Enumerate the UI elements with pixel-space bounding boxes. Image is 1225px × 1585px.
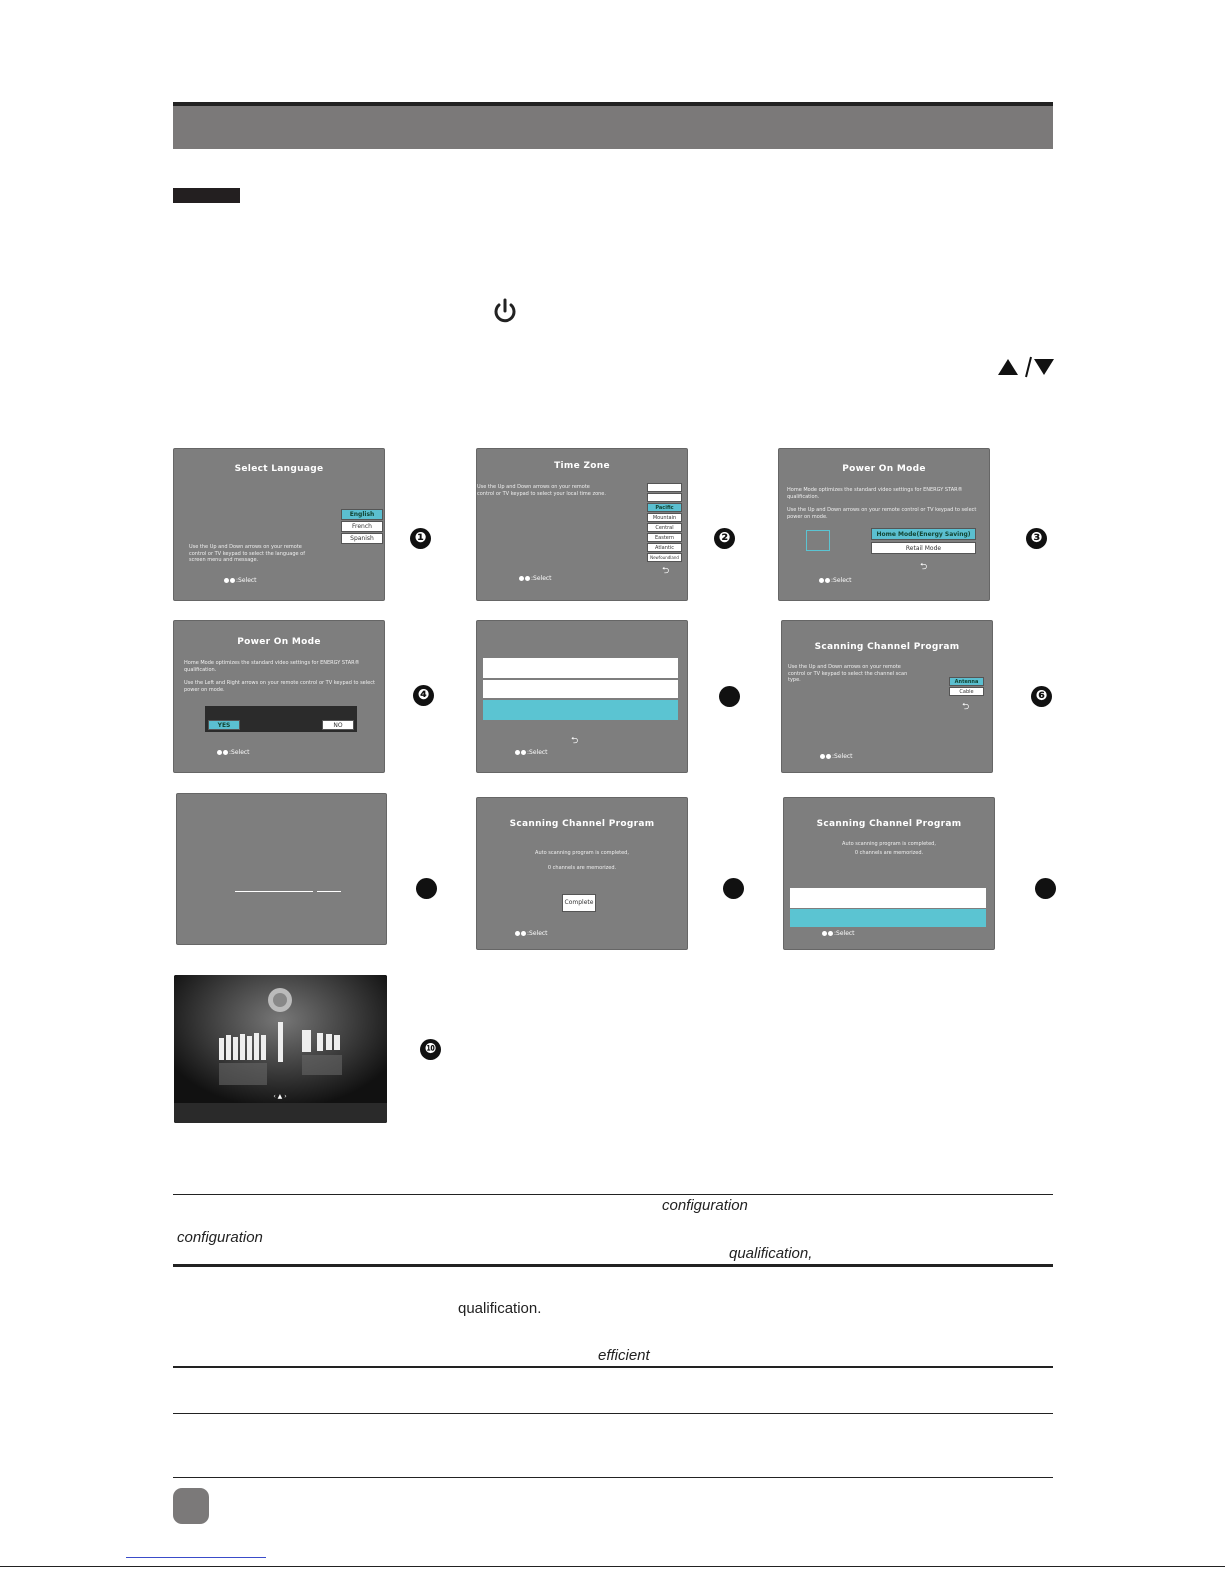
page-number-badge xyxy=(173,1488,209,1524)
screen-description: Home Mode optimizes the standard video settings for ENERGY STAR® qualification. xyxy=(184,660,360,673)
screen-title: Power On Mode xyxy=(237,637,321,647)
scan-status: Auto scanning program is completed, xyxy=(535,850,629,856)
screen-select-language xyxy=(173,448,385,601)
screen-title: Time Zone xyxy=(554,461,610,471)
progress-line-2 xyxy=(317,891,341,892)
screen-home xyxy=(174,975,387,1123)
screen-title: Power On Mode xyxy=(842,464,926,474)
option-bar-2[interactable] xyxy=(483,680,678,698)
note-rule-4 xyxy=(173,1413,1053,1414)
option-pacific[interactable]: Pacific xyxy=(647,503,682,512)
option-bar-selected[interactable] xyxy=(790,909,986,927)
bottom-rule xyxy=(0,1566,1225,1567)
screen-title: Select Language xyxy=(234,464,324,474)
screen-instructions: Use the Left and Right arrows on your remote control or TV keypad to select power on mode. xyxy=(184,680,375,693)
option-spanish[interactable]: Spanish xyxy=(341,533,383,544)
note-word-configuration-1: configuration xyxy=(662,1197,748,1214)
step-number-4: ❹ xyxy=(413,685,434,706)
footer-rule xyxy=(173,1477,1053,1478)
option-mountain[interactable]: Mountain xyxy=(647,513,682,522)
select-hint: :Select xyxy=(819,577,852,584)
screen-scan-complete-options xyxy=(783,797,995,950)
option-blank-1[interactable] xyxy=(647,483,682,492)
screen-instructions: Use the Up and Down arrows on your remote control or TV keypad to select power on mode. xyxy=(787,507,977,520)
home-screen-image xyxy=(174,975,387,1123)
option-atlantic[interactable]: Atlantic xyxy=(647,543,682,552)
screen-title: Scanning Channel Program xyxy=(509,819,655,829)
screen-instructions: Use the Up and Down arrows on your remote control or TV keypad to select your local time zone. xyxy=(477,484,606,497)
option-bar-1[interactable] xyxy=(483,658,678,678)
step-number-1: ❶ xyxy=(410,528,431,549)
back-icon[interactable]: ⮌ xyxy=(962,702,970,712)
option-eastern[interactable]: Eastern xyxy=(647,533,682,542)
screen-description: Home Mode optimizes the standard video settings for ENERGY STAR® qualification. xyxy=(787,487,963,500)
screen-time-zone xyxy=(476,448,688,601)
screen-power-on-confirm xyxy=(173,620,385,773)
up-down-arrows-icon xyxy=(996,355,1056,379)
screen-step-5 xyxy=(476,620,688,773)
note-rule-top xyxy=(173,1194,1053,1195)
option-french[interactable]: French xyxy=(341,521,383,532)
note-word-qualification-1: qualification, xyxy=(729,1245,813,1262)
section-tab xyxy=(173,188,240,203)
select-hint: :Select xyxy=(820,753,853,760)
step-number-7 xyxy=(416,878,437,899)
screen-power-on-mode xyxy=(778,448,990,601)
back-icon[interactable]: ⮌ xyxy=(571,736,579,746)
option-antenna[interactable]: Antenna xyxy=(949,677,984,686)
screen-instructions: Use the Up and Down arrows on your remote control or TV keypad to select the channel scan type. xyxy=(788,664,908,683)
screen-instructions: Use the Up and Down arrows on your remote control or TV keypad to select the language of screen menu and message. xyxy=(189,544,305,563)
select-hint: :Select xyxy=(519,575,552,582)
option-cable[interactable]: Cable xyxy=(949,687,984,696)
home-nav: ‹ ▲ › xyxy=(273,1093,287,1100)
channel-count: 0 channels are memorized. xyxy=(854,850,924,856)
step-number-9 xyxy=(1035,878,1056,899)
screen-scan-complete xyxy=(476,797,688,950)
header-bar xyxy=(173,106,1053,149)
option-retail-mode[interactable]: Retail Mode xyxy=(871,542,976,554)
step-number-3: ❸ xyxy=(1026,528,1047,549)
select-hint: :Select xyxy=(224,577,257,584)
note-rule-2 xyxy=(173,1264,1053,1267)
channel-count: 0 channels are memorized. xyxy=(547,865,617,871)
step-number-2: ❷ xyxy=(714,528,735,549)
screen-step-7 xyxy=(176,793,387,945)
option-bar-1[interactable] xyxy=(790,888,986,908)
no-button[interactable]: NO xyxy=(322,720,354,730)
option-newfoundland[interactable]: Newfoundland xyxy=(647,553,682,562)
power-icon xyxy=(490,296,520,326)
step-number-8 xyxy=(723,878,744,899)
note-rule-3 xyxy=(173,1366,1053,1368)
note-word-efficient: efficient xyxy=(598,1347,650,1364)
screen-title: Scanning Channel Program xyxy=(816,819,962,829)
option-home-mode[interactable]: Home Mode(Energy Saving) xyxy=(871,528,976,540)
step-number-5 xyxy=(719,686,740,707)
step-number-10: ❿ xyxy=(420,1039,441,1060)
option-english[interactable]: English xyxy=(341,509,383,520)
scan-status: Auto scanning program is completed, xyxy=(842,841,936,847)
screen-scan-type xyxy=(781,620,993,773)
option-blank-2[interactable] xyxy=(647,493,682,502)
select-hint: :Select xyxy=(515,749,548,756)
back-icon[interactable]: ⮌ xyxy=(920,562,928,572)
progress-line-1 xyxy=(235,891,313,892)
screen-title: Scanning Channel Program xyxy=(814,642,960,652)
energy-star-icon xyxy=(806,530,830,551)
footer-link-underline xyxy=(126,1557,266,1558)
note-word-configuration-2: configuration xyxy=(177,1229,263,1246)
back-icon[interactable]: ⮌ xyxy=(662,566,670,576)
select-hint: :Select xyxy=(822,930,855,937)
complete-button[interactable]: Complete xyxy=(562,894,596,912)
yes-button[interactable]: YES xyxy=(208,720,240,730)
step-number-6: ❻ xyxy=(1031,686,1052,707)
option-central[interactable]: Central xyxy=(647,523,682,532)
select-hint: :Select xyxy=(515,930,548,937)
option-bar-selected[interactable] xyxy=(483,700,678,720)
note-word-qualification-2: qualification. xyxy=(458,1300,542,1317)
select-hint: :Select xyxy=(217,749,250,756)
